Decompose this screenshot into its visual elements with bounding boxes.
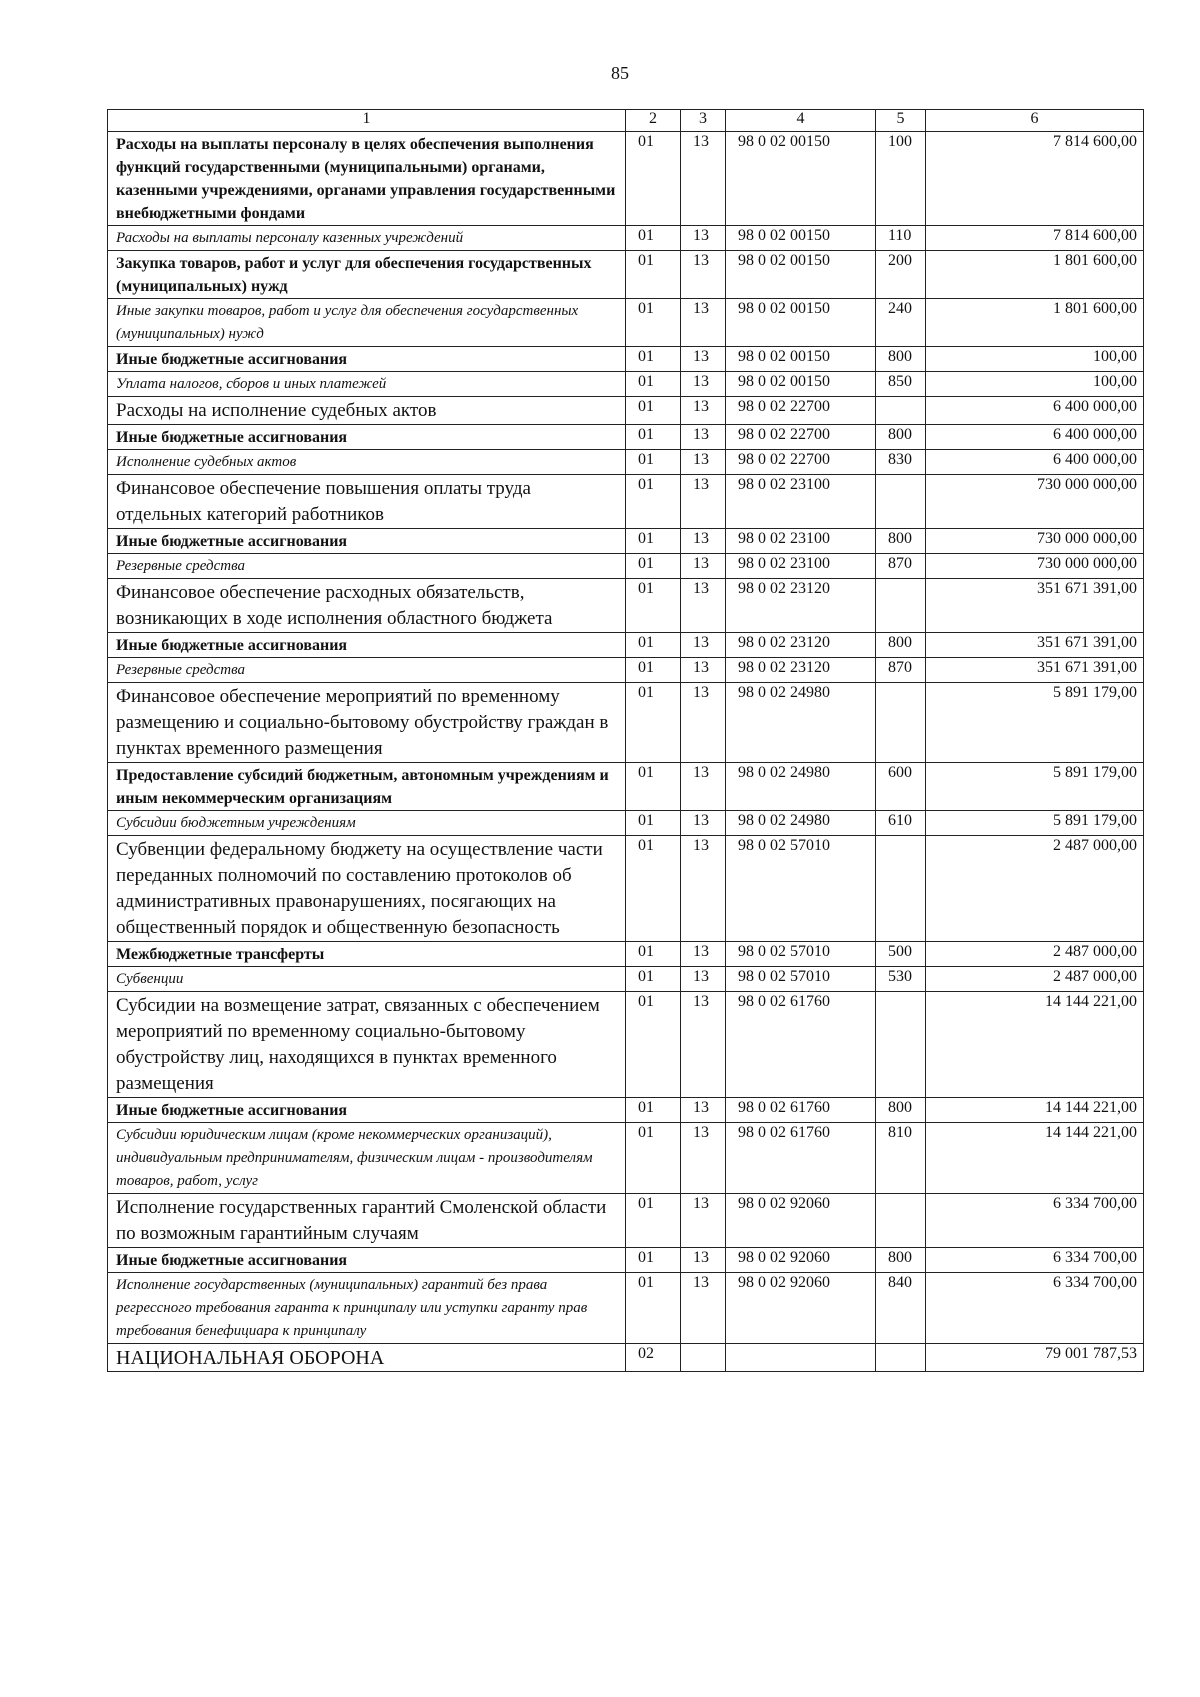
row-subsection-cell — [681, 1344, 726, 1372]
table-row — [108, 967, 1144, 992]
row-subsection-cell: 13 — [681, 942, 726, 967]
table-row — [108, 425, 1144, 450]
row-subsection-cell: 13 — [681, 397, 726, 425]
row-amount-cell: 6 334 700,00 — [926, 1273, 1144, 1344]
row-target-article-cell: 98 0 02 00150 — [726, 251, 876, 299]
row-section-cell: 01 — [626, 992, 681, 1098]
row-section-cell: 01 — [626, 425, 681, 450]
row-name-cell: Уплата налогов, сборов и иных платежей — [108, 372, 626, 397]
table-row — [108, 1098, 1144, 1123]
row-name-cell: Исполнение государственных гарантий Смоленской области по возможным гарантийным случаям — [108, 1194, 626, 1248]
row-name-cell: Иные бюджетные ассигнования — [108, 425, 626, 450]
row-subsection-cell: 13 — [681, 251, 726, 299]
row-amount-cell: 5 891 179,00 — [926, 683, 1144, 763]
row-amount-cell: 100,00 — [926, 347, 1144, 372]
row-expense-type-cell: 840 — [876, 1273, 926, 1344]
row-subsection-cell: 13 — [681, 967, 726, 992]
row-expense-type-cell — [876, 1344, 926, 1372]
row-expense-type-cell: 600 — [876, 763, 926, 811]
row-subsection-cell: 13 — [681, 683, 726, 763]
row-expense-type-cell: 830 — [876, 450, 926, 475]
row-name-cell: Закупка товаров, работ и услуг для обеспечения государственных (муниципальных) нужд — [108, 251, 626, 299]
row-target-article-cell: 98 0 02 00150 — [726, 372, 876, 397]
row-name-cell: Иные бюджетные ассигнования — [108, 1248, 626, 1273]
header-col-5: 5 — [876, 110, 926, 132]
row-subsection-cell: 13 — [681, 475, 726, 529]
row-amount-cell: 14 144 221,00 — [926, 1123, 1144, 1194]
table-header-row — [108, 110, 1144, 132]
row-amount-cell: 2 487 000,00 — [926, 942, 1144, 967]
page-number: 85 — [611, 63, 629, 83]
row-expense-type-cell — [876, 1194, 926, 1248]
row-amount-cell: 79 001 787,53 — [926, 1344, 1144, 1372]
row-expense-type-cell: 810 — [876, 1123, 926, 1194]
table-row — [108, 763, 1144, 811]
row-target-article-cell: 98 0 02 23100 — [726, 529, 876, 554]
row-amount-cell: 14 144 221,00 — [926, 1098, 1144, 1123]
row-name-cell: Иные закупки товаров, работ и услуг для обеспечения государственных (муниципальных) нужд — [108, 299, 626, 347]
row-subsection-cell: 13 — [681, 425, 726, 450]
row-expense-type-cell: 240 — [876, 299, 926, 347]
row-amount-cell: 5 891 179,00 — [926, 763, 1144, 811]
header-col-3: 3 — [681, 110, 726, 132]
row-name-cell: Исполнение судебных актов — [108, 450, 626, 475]
row-expense-type-cell: 870 — [876, 554, 926, 579]
row-section-cell: 01 — [626, 1123, 681, 1194]
row-target-article-cell: 98 0 02 00150 — [726, 299, 876, 347]
row-subsection-cell: 13 — [681, 132, 726, 226]
row-section-cell: 01 — [626, 132, 681, 226]
row-name-cell: Иные бюджетные ассигнования — [108, 347, 626, 372]
table-row — [108, 299, 1144, 347]
row-subsection-cell: 13 — [681, 1248, 726, 1273]
row-target-article-cell: 98 0 02 24980 — [726, 683, 876, 763]
row-section-cell: 01 — [626, 554, 681, 579]
row-amount-cell: 7 814 600,00 — [926, 226, 1144, 251]
row-target-article-cell: 98 0 02 92060 — [726, 1194, 876, 1248]
row-target-article-cell: 98 0 02 57010 — [726, 967, 876, 992]
row-section-cell: 01 — [626, 397, 681, 425]
row-amount-cell: 6 400 000,00 — [926, 425, 1144, 450]
row-subsection-cell: 13 — [681, 554, 726, 579]
row-subsection-cell: 13 — [681, 658, 726, 683]
row-target-article-cell: 98 0 02 23120 — [726, 633, 876, 658]
row-section-cell: 01 — [626, 658, 681, 683]
row-expense-type-cell: 800 — [876, 529, 926, 554]
row-section-cell: 01 — [626, 1194, 681, 1248]
table-row — [108, 992, 1144, 1098]
header-col-2: 2 — [626, 110, 681, 132]
row-name-cell: Расходы на выплаты персоналу в целях обеспечения выполнения функций государственными (муниципальными) органами, казенными учреждениями, органами управления государственными внебюджетными фондами — [108, 132, 626, 226]
table-row — [108, 1344, 1144, 1372]
row-target-article-cell: 98 0 02 22700 — [726, 397, 876, 425]
row-amount-cell: 6 334 700,00 — [926, 1248, 1144, 1273]
row-amount-cell: 730 000 000,00 — [926, 529, 1144, 554]
row-name-cell: Расходы на исполнение судебных актов — [108, 397, 626, 425]
row-expense-type-cell: 200 — [876, 251, 926, 299]
row-section-cell: 01 — [626, 226, 681, 251]
row-name-cell: Финансовое обеспечение мероприятий по временному размещению и социально-бытовому обустройству граждан в пунктах временного размещения — [108, 683, 626, 763]
row-expense-type-cell: 800 — [876, 425, 926, 450]
table-row — [108, 1123, 1144, 1194]
row-target-article-cell: 98 0 02 61760 — [726, 992, 876, 1098]
row-section-cell: 02 — [626, 1344, 681, 1372]
row-target-article-cell: 98 0 02 23120 — [726, 579, 876, 633]
row-subsection-cell: 13 — [681, 1123, 726, 1194]
row-name-cell: Расходы на выплаты персоналу казенных учреждений — [108, 226, 626, 251]
row-target-article-cell: 98 0 02 24980 — [726, 811, 876, 836]
row-expense-type-cell: 530 — [876, 967, 926, 992]
row-target-article-cell: 98 0 02 23120 — [726, 658, 876, 683]
row-name-cell: Исполнение государственных (муниципальных) гарантий без права регрессного требования гаранта к принципалу или уступки гаранту прав требования бенефициара к принципалу — [108, 1273, 626, 1344]
row-expense-type-cell — [876, 475, 926, 529]
row-amount-cell: 351 671 391,00 — [926, 579, 1144, 633]
header-col-4: 4 — [726, 110, 876, 132]
row-section-cell: 01 — [626, 251, 681, 299]
table-row — [108, 132, 1144, 226]
table-row — [108, 683, 1144, 763]
row-target-article-cell: 98 0 02 57010 — [726, 942, 876, 967]
table-row — [108, 554, 1144, 579]
row-expense-type-cell — [876, 397, 926, 425]
row-subsection-cell: 13 — [681, 450, 726, 475]
row-amount-cell: 1 801 600,00 — [926, 251, 1144, 299]
row-target-article-cell: 98 0 02 24980 — [726, 763, 876, 811]
row-target-article-cell: 98 0 02 22700 — [726, 425, 876, 450]
table-row — [108, 658, 1144, 683]
row-name-cell: Резервные средства — [108, 554, 626, 579]
table-row — [108, 836, 1144, 942]
row-subsection-cell: 13 — [681, 633, 726, 658]
row-amount-cell: 351 671 391,00 — [926, 633, 1144, 658]
row-expense-type-cell — [876, 992, 926, 1098]
table-row — [108, 347, 1144, 372]
row-expense-type-cell: 870 — [876, 658, 926, 683]
row-subsection-cell: 13 — [681, 811, 726, 836]
row-target-article-cell: 98 0 02 00150 — [726, 132, 876, 226]
header-col-6: 6 — [926, 110, 1144, 132]
row-name-cell: Иные бюджетные ассигнования — [108, 529, 626, 554]
row-section-cell: 01 — [626, 579, 681, 633]
row-subsection-cell: 13 — [681, 1098, 726, 1123]
row-amount-cell: 5 891 179,00 — [926, 811, 1144, 836]
budget-table — [107, 109, 1144, 1372]
row-expense-type-cell: 800 — [876, 1248, 926, 1273]
row-amount-cell: 730 000 000,00 — [926, 475, 1144, 529]
row-amount-cell: 730 000 000,00 — [926, 554, 1144, 579]
row-amount-cell: 100,00 — [926, 372, 1144, 397]
table-row — [108, 226, 1144, 251]
row-amount-cell: 351 671 391,00 — [926, 658, 1144, 683]
row-target-article-cell: 98 0 02 22700 — [726, 450, 876, 475]
table-row — [108, 633, 1144, 658]
row-name-cell: Субсидии бюджетным учреждениям — [108, 811, 626, 836]
row-subsection-cell: 13 — [681, 529, 726, 554]
row-subsection-cell: 13 — [681, 226, 726, 251]
row-target-article-cell: 98 0 02 00150 — [726, 347, 876, 372]
row-amount-cell: 6 400 000,00 — [926, 450, 1144, 475]
row-amount-cell: 6 334 700,00 — [926, 1194, 1144, 1248]
row-target-article-cell: 98 0 02 61760 — [726, 1123, 876, 1194]
row-section-cell: 01 — [626, 967, 681, 992]
row-expense-type-cell: 110 — [876, 226, 926, 251]
row-subsection-cell: 13 — [681, 347, 726, 372]
row-subsection-cell: 13 — [681, 372, 726, 397]
table-row — [108, 251, 1144, 299]
row-name-cell: Межбюджетные трансферты — [108, 942, 626, 967]
row-name-cell: Субсидии на возмещение затрат, связанных с обеспечением мероприятий по временному социально-бытовому обустройству лиц, находящихся в пунктах временного размещения — [108, 992, 626, 1098]
table-row — [108, 811, 1144, 836]
row-section-cell: 01 — [626, 450, 681, 475]
row-expense-type-cell — [876, 836, 926, 942]
row-subsection-cell: 13 — [681, 299, 726, 347]
row-expense-type-cell: 850 — [876, 372, 926, 397]
row-section-cell: 01 — [626, 529, 681, 554]
table-row — [108, 475, 1144, 529]
row-section-cell: 01 — [626, 836, 681, 942]
row-target-article-cell: 98 0 02 92060 — [726, 1248, 876, 1273]
table-row — [108, 1273, 1144, 1344]
row-name-cell: Субвенции федеральному бюджету на осуществление части переданных полномочий по составлению протоколов об административных правонарушениях, посягающих на общественный порядок и общественную безопасность — [108, 836, 626, 942]
row-name-cell: Финансовое обеспечение расходных обязательств, возникающих в ходе исполнения областного бюджета — [108, 579, 626, 633]
table-row — [108, 450, 1144, 475]
row-expense-type-cell: 800 — [876, 347, 926, 372]
row-name-cell: Предоставление субсидий бюджетным, автономным учреждениям и иным некоммерческим организациям — [108, 763, 626, 811]
row-target-article-cell: 98 0 02 61760 — [726, 1098, 876, 1123]
row-target-article-cell: 98 0 02 57010 — [726, 836, 876, 942]
table-row — [108, 579, 1144, 633]
row-expense-type-cell: 500 — [876, 942, 926, 967]
row-section-cell: 01 — [626, 942, 681, 967]
table-row — [108, 397, 1144, 425]
row-amount-cell: 6 400 000,00 — [926, 397, 1144, 425]
row-target-article-cell: 98 0 02 23100 — [726, 475, 876, 529]
row-name-cell: Субвенции — [108, 967, 626, 992]
row-subsection-cell: 13 — [681, 1273, 726, 1344]
row-expense-type-cell: 800 — [876, 633, 926, 658]
row-name-cell: Субсидии юридическим лицам (кроме некоммерческих организаций), индивидуальным предпринимателям, физическим лицам - производителям товаров, работ, услуг — [108, 1123, 626, 1194]
row-target-article-cell — [726, 1344, 876, 1372]
row-amount-cell: 14 144 221,00 — [926, 992, 1144, 1098]
row-section-cell: 01 — [626, 347, 681, 372]
row-section-cell: 01 — [626, 1273, 681, 1344]
table-row — [108, 1194, 1144, 1248]
row-section-cell: 01 — [626, 683, 681, 763]
row-subsection-cell: 13 — [681, 1194, 726, 1248]
row-subsection-cell: 13 — [681, 992, 726, 1098]
row-expense-type-cell: 610 — [876, 811, 926, 836]
table-row — [108, 372, 1144, 397]
row-section-cell: 01 — [626, 372, 681, 397]
row-expense-type-cell — [876, 579, 926, 633]
row-name-cell: Финансовое обеспечение повышения оплаты труда отдельных категорий работников — [108, 475, 626, 529]
row-subsection-cell: 13 — [681, 579, 726, 633]
row-amount-cell: 2 487 000,00 — [926, 967, 1144, 992]
row-amount-cell: 7 814 600,00 — [926, 132, 1144, 226]
row-expense-type-cell — [876, 683, 926, 763]
row-subsection-cell: 13 — [681, 836, 726, 942]
row-section-cell: 01 — [626, 811, 681, 836]
table-row — [108, 942, 1144, 967]
row-section-cell: 01 — [626, 1098, 681, 1123]
row-name-cell: Иные бюджетные ассигнования — [108, 633, 626, 658]
row-section-cell: 01 — [626, 763, 681, 811]
table-row — [108, 529, 1144, 554]
table-row — [108, 1248, 1144, 1273]
row-section-cell: 01 — [626, 1248, 681, 1273]
row-expense-type-cell: 100 — [876, 132, 926, 226]
row-name-cell: НАЦИОНАЛЬНАЯ ОБОРОНА — [108, 1344, 626, 1372]
row-name-cell: Иные бюджетные ассигнования — [108, 1098, 626, 1123]
row-section-cell: 01 — [626, 633, 681, 658]
row-amount-cell: 1 801 600,00 — [926, 299, 1144, 347]
row-name-cell: Резервные средства — [108, 658, 626, 683]
row-section-cell: 01 — [626, 299, 681, 347]
row-expense-type-cell: 800 — [876, 1098, 926, 1123]
row-subsection-cell: 13 — [681, 763, 726, 811]
row-amount-cell: 2 487 000,00 — [926, 836, 1144, 942]
row-target-article-cell: 98 0 02 00150 — [726, 226, 876, 251]
row-section-cell: 01 — [626, 475, 681, 529]
row-target-article-cell: 98 0 02 92060 — [726, 1273, 876, 1344]
row-target-article-cell: 98 0 02 23100 — [726, 554, 876, 579]
header-col-1: 1 — [108, 110, 626, 132]
